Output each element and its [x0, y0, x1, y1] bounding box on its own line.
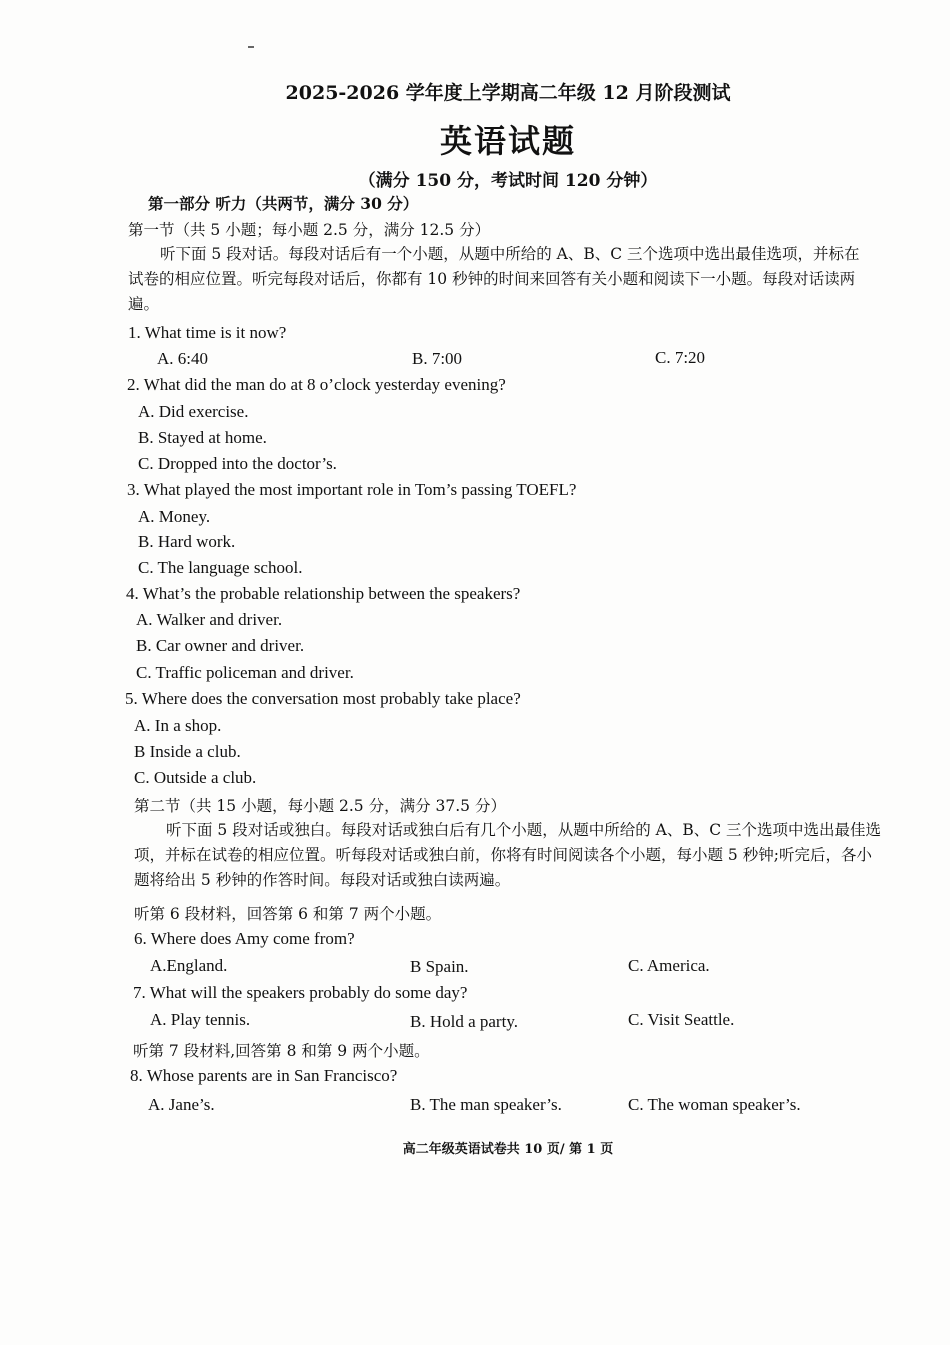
- question-7-stem: 7. What will the speakers probably do some day?: [133, 983, 468, 1002]
- question-3-option-a: A. Money.: [138, 507, 211, 526]
- question-1-option-a: A. 6:40: [157, 349, 208, 368]
- question-2-stem: 2. What did the man do at 8 o’clock yesterday evening?: [127, 375, 506, 394]
- part1-title: 第一部分 听力（共两节，满分 30 分）: [148, 194, 419, 213]
- question-2-option-b: B. Stayed at home.: [138, 428, 267, 447]
- question-4-option-a: A. Walker and driver.: [136, 610, 283, 629]
- question-3-stem: 3. What played the most important role in Tom’s passing TOEFL?: [127, 480, 577, 499]
- question-8-option-c: C. The woman speaker’s.: [628, 1095, 801, 1114]
- question-7-option-b: B. Hold a party.: [410, 1012, 518, 1031]
- question-6-option-a: A.England.: [150, 956, 228, 975]
- question-6-option-b: B Spain.: [410, 957, 469, 976]
- question-6-option-c: C. America.: [628, 956, 710, 975]
- question-2-option-a: A. Did exercise.: [138, 402, 249, 421]
- question-1-stem: 1. What time is it now?: [128, 323, 287, 342]
- scan-speck: [248, 46, 254, 48]
- question-8-option-b: B. The man speaker’s.: [410, 1095, 562, 1114]
- question-7-option-a: A. Play tennis.: [150, 1010, 251, 1029]
- question-4-stem: 4. What’s the probable relationship between the speakers?: [126, 584, 521, 603]
- section2-instructions: 听下面 5 段对话或独白。每段对话或独白后有几个小题，从题中所给的 A、B、C 三个选项中选出最佳选项，并标在试卷的相应位置。听每段对话或独白前，你将有时间阅读各个小题，每小题 5 秒钟;听完后，各小题将给出 5 秒钟的作答时间。每段对话或独白读两遍。: [134, 821, 882, 889]
- question-4-option-b: B. Car owner and driver.: [136, 636, 305, 655]
- page-footer: 高二年级英语试卷共 10 页/ 第 1 页: [402, 1142, 614, 1157]
- question-5-option-c: C. Outside a club.: [134, 768, 257, 787]
- material-6-instruction: 听第 6 段材料，回答第 6 和第 7 两个小题。: [134, 905, 442, 923]
- subject-title: 英语试题: [439, 122, 576, 160]
- question-1-option-b: B. 7:00: [412, 349, 463, 368]
- question-7-option-c: C. Visit Seattle.: [628, 1010, 735, 1029]
- question-3-option-c: C. The language school.: [138, 558, 303, 577]
- material-7-instruction: 听第 7 段材料,回答第 8 和第 9 两个小题。: [133, 1042, 430, 1060]
- question-5-option-b: B Inside a club.: [134, 742, 241, 761]
- question-2-option-c: C. Dropped into the doctor’s.: [138, 454, 337, 473]
- question-4-option-c: C. Traffic policeman and driver.: [136, 663, 354, 682]
- question-6-stem: 6. Where does Amy come from?: [134, 929, 355, 948]
- question-1-option-c: C. 7:20: [655, 348, 706, 367]
- score-info: （满分 150 分，考试时间 120 分钟）: [358, 171, 658, 191]
- section2-title: 第二节（共 15 小题，每小题 2.5 分，满分 37.5 分）: [134, 797, 506, 815]
- question-5-stem: 5. Where does the conversation most probably take place?: [125, 689, 521, 708]
- section1-instructions: 听下面 5 段对话。每段对话后有一个小题，从题中所给的 A、B、C 三个选项中选出最佳选项，并标在试卷的相应位置。听完每段对话后，你都有 10 秒钟的时间来回答有关小题和阅读下一小题。每段对话读两遍。: [128, 245, 860, 313]
- question-5-option-a: A. In a shop.: [134, 716, 222, 735]
- section1-title: 第一节（共 5 小题；每小题 2.5 分，满分 12.5 分）: [128, 221, 491, 239]
- question-3-option-b: B. Hard work.: [138, 532, 236, 551]
- question-8-stem: 8. Whose parents are in San Francisco?: [130, 1066, 398, 1085]
- question-8-option-a: A. Jane’s.: [148, 1095, 215, 1114]
- exam-title: 2025-2026 学年度上学期高二年级 12 月阶段测试: [285, 82, 731, 104]
